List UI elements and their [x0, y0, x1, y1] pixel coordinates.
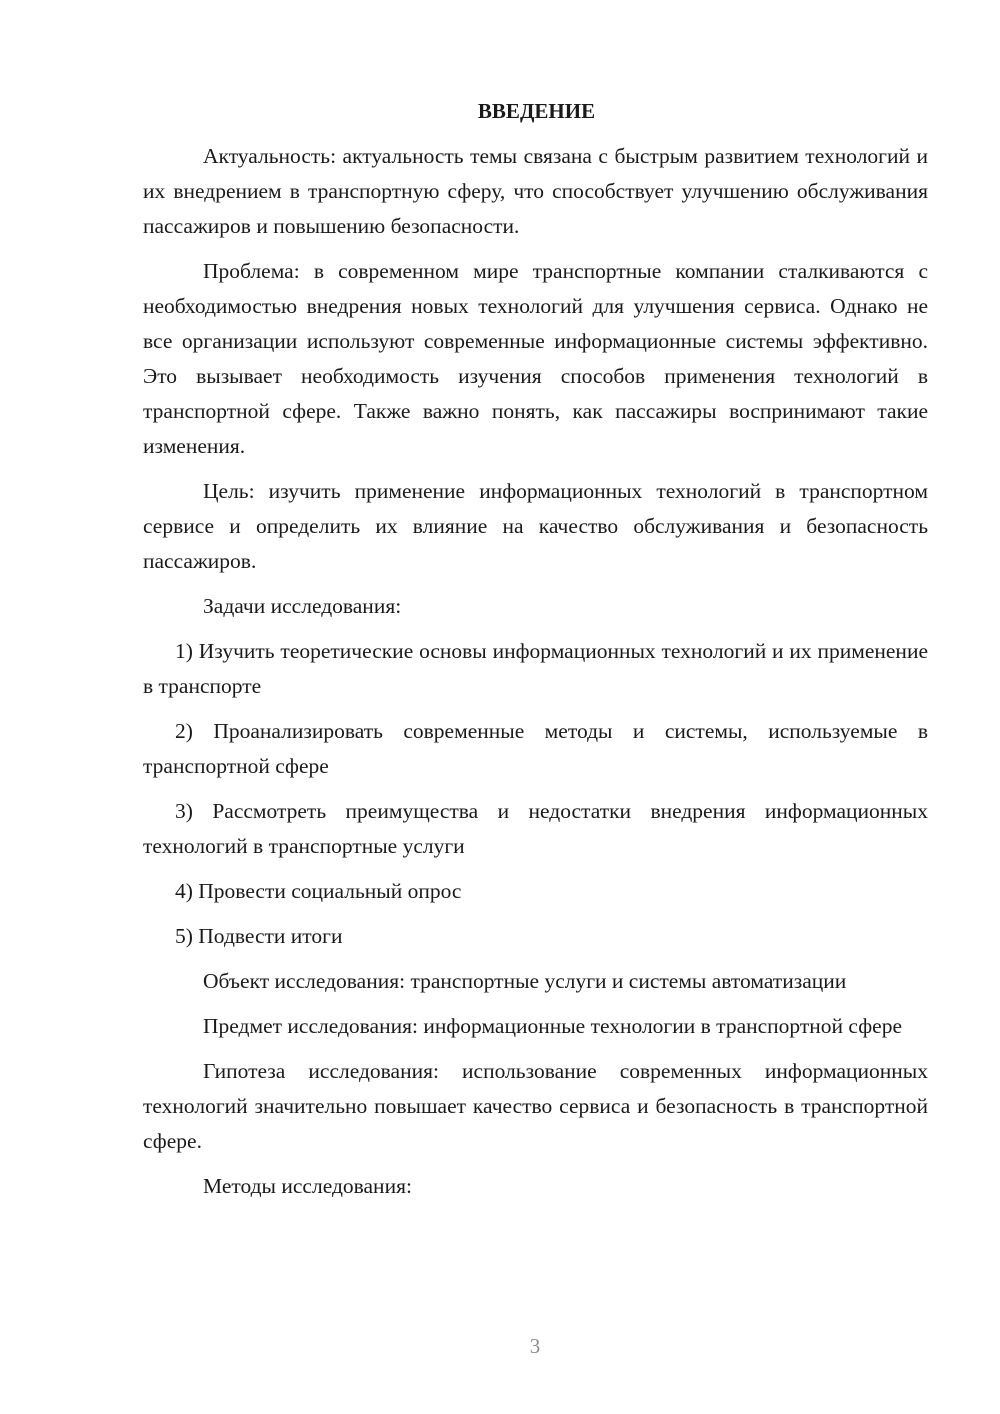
- list-item: 5) Подвести итоги: [175, 924, 343, 948]
- goal-paragraph: Цель: изучить применение информационных технологий в транспортном сервисе и определить их влияние на качество обслуживания и безопасность пассажиров.: [143, 479, 928, 573]
- tasks-list: [143, 634, 928, 954]
- page-number: 3: [529, 1334, 541, 1358]
- subject-paragraph: Предмет исследования: информационные технологии в транспортной сфере: [203, 1014, 902, 1038]
- list-item: 4) Провести социальный опрос: [175, 879, 462, 903]
- relevance-paragraph: Актуальность: актуальность темы связана с быстрым развитием технологий и их внедрением в транспортную сферу, что способствует улучшению обслуживания пассажиров и повышению безопасности.: [143, 144, 928, 238]
- document-body: [143, 94, 928, 1214]
- list-item: 1) Изучить теоретические основы информационных технологий и их применение в транспорте: [143, 639, 928, 698]
- methods-heading: Методы исследования:: [203, 1174, 412, 1198]
- object-paragraph: Объект исследования: транспортные услуги и системы автоматизации: [203, 969, 847, 993]
- tasks-heading: Задачи исследования:: [203, 594, 402, 618]
- hypothesis-paragraph: Гипотеза исследования: использование современных информационных технологий значительно повышает качество сервиса и безопасность в транспортной сфере.: [143, 1059, 928, 1153]
- list-item: 3) Рассмотреть преимущества и недостатки внедрения информационных технологий в транспортные услуги: [143, 799, 928, 858]
- page-title: ВВЕДЕНИЕ: [477, 99, 596, 123]
- problem-paragraph: Проблема: в современном мире транспортные компании сталкиваются с необходимостью внедрения новых технологий для улучшения сервиса. Однако не все организации используют современные информационные системы эффективно. Это вызывает необходимость изучения способов применения технологий в транспортной сфере. Также важно понять, как пассажиры воспринимают такие изменения.: [143, 259, 928, 458]
- list-item: 2) Проанализировать современные методы и системы, используемые в транспортной сфере: [143, 719, 928, 778]
